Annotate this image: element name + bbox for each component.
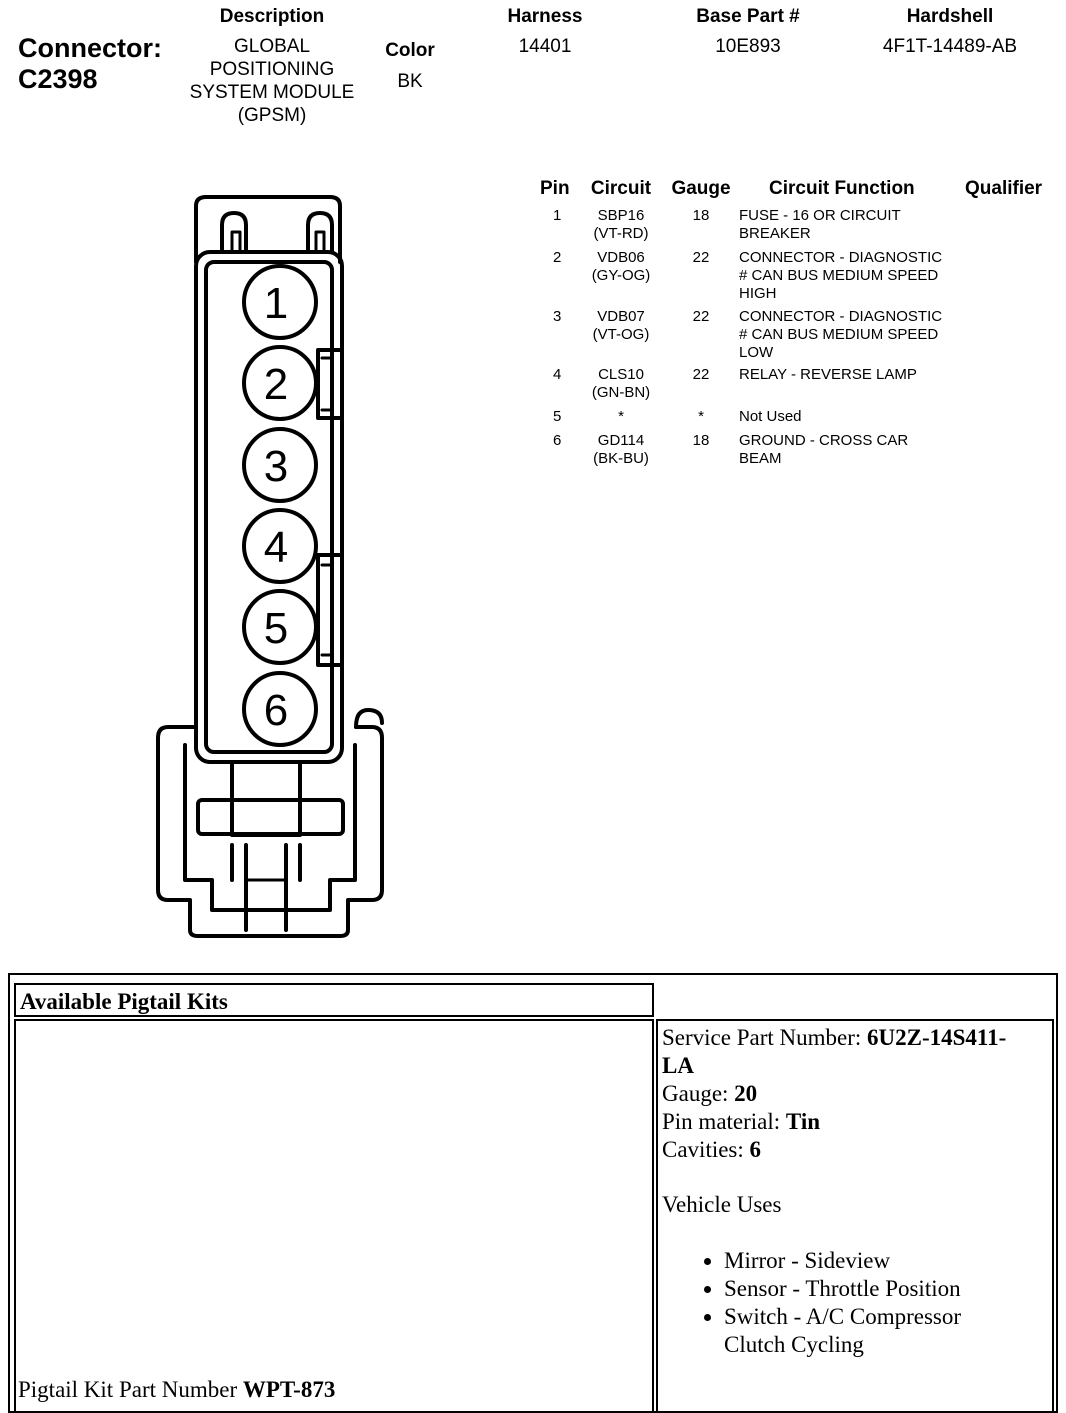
pin-number: 3 bbox=[553, 308, 562, 325]
description-header: Description bbox=[219, 6, 325, 27]
circuit-color: (VT-OG) bbox=[592, 326, 650, 343]
circuit-code: SBP16 bbox=[597, 207, 645, 224]
latch-tab bbox=[316, 232, 324, 252]
cavities-label: Cavities: bbox=[662, 1137, 750, 1162]
pigtail-kit-part-value: WPT-873 bbox=[242, 1377, 336, 1402]
service-part-value-2: LA bbox=[662, 1053, 694, 1078]
pin-label: 5 bbox=[263, 604, 289, 653]
latch-tab bbox=[232, 232, 240, 252]
base-part-header: Base Part # bbox=[696, 6, 800, 27]
lock-bar bbox=[198, 800, 343, 834]
pigtail-image-box bbox=[14, 1019, 654, 1413]
description-line: (GPSM) bbox=[237, 105, 307, 126]
function-line: BREAKER bbox=[739, 225, 811, 242]
circuit-color: (VT-RD) bbox=[593, 225, 649, 242]
circuit-code: * bbox=[618, 408, 624, 425]
cavities-line bbox=[662, 1136, 1052, 1164]
service-part-label: Service Part Number: bbox=[662, 1025, 868, 1050]
gauge-cell: * bbox=[698, 408, 704, 425]
lock-arm bbox=[356, 710, 382, 727]
description-line: GLOBAL bbox=[233, 36, 311, 57]
function-line: LOW bbox=[739, 344, 774, 361]
hardshell-header: Hardshell bbox=[906, 6, 994, 27]
service-part-line bbox=[662, 1024, 1052, 1052]
pigtail-details bbox=[658, 1021, 1052, 1359]
pin-label: 1 bbox=[263, 279, 289, 328]
vehicle-use-item: • Sensor - Throttle Position bbox=[724, 1275, 1052, 1303]
lock-stem bbox=[232, 845, 300, 880]
pin-number: 2 bbox=[553, 249, 562, 266]
function-line: GROUND - CROSS CAR bbox=[739, 432, 909, 449]
key-tab bbox=[322, 565, 332, 655]
pin-material-value: Tin bbox=[785, 1109, 821, 1134]
vehicle-use-item: • Mirror - Sideview bbox=[724, 1247, 1052, 1275]
harness-value: 14401 bbox=[518, 36, 572, 57]
function-line: # CAN BUS MEDIUM SPEED bbox=[739, 326, 939, 343]
lock-stem bbox=[246, 845, 286, 930]
pigtail-title: Available Pigtail Kits bbox=[20, 989, 228, 1014]
pin-number: 4 bbox=[553, 366, 562, 383]
circuit-color: (GN-BN) bbox=[591, 384, 651, 401]
function-line: HIGH bbox=[739, 285, 777, 302]
qualifier-col-header: Qualifier bbox=[965, 178, 1043, 199]
circuit-code: GD114 bbox=[597, 432, 645, 449]
pin-number: 5 bbox=[553, 408, 562, 425]
gauge-col-header: Gauge bbox=[671, 178, 731, 199]
function-line: BEAM bbox=[739, 450, 782, 467]
circuit-color: (GY-OG) bbox=[591, 267, 651, 284]
pin-label: 6 bbox=[263, 686, 289, 735]
lock-housing-inner bbox=[185, 745, 355, 910]
cavities-value: 6 bbox=[749, 1137, 762, 1162]
pigtail-kit-part-label: Pigtail Kit Part Number bbox=[18, 1377, 243, 1402]
pigtail-title-box bbox=[14, 983, 654, 1017]
function-line: CONNECTOR - DIAGNOSTIC bbox=[739, 249, 943, 266]
gauge-value: 20 bbox=[734, 1081, 758, 1106]
base-part-value: 10E893 bbox=[715, 36, 781, 57]
circuit-code: VDB07 bbox=[597, 308, 645, 325]
circuit-color: (BK-BU) bbox=[593, 450, 649, 467]
pin-number: 1 bbox=[553, 207, 562, 224]
circuit-code: VDB06 bbox=[597, 249, 645, 266]
gauge-cell: 22 bbox=[692, 249, 710, 266]
function-line: FUSE - 16 OR CIRCUIT bbox=[739, 207, 901, 224]
key-tab bbox=[322, 358, 332, 410]
function-col-header: Circuit Function bbox=[769, 178, 915, 199]
pin-label: 3 bbox=[263, 442, 289, 491]
harness-header: Harness bbox=[507, 6, 583, 27]
description-line: SYSTEM MODULE bbox=[189, 82, 355, 103]
function-line: Not Used bbox=[739, 408, 802, 425]
description-line: POSITIONING bbox=[209, 59, 335, 80]
pin-col-header: Pin bbox=[540, 178, 570, 199]
pin-number: 6 bbox=[553, 432, 562, 449]
gauge-cell: 22 bbox=[692, 366, 710, 383]
gauge-label: Gauge: bbox=[662, 1081, 735, 1106]
connector-id: C2398 bbox=[18, 64, 98, 94]
gauge-line bbox=[662, 1080, 1052, 1108]
lock-housing bbox=[158, 727, 382, 936]
gauge-cell: 18 bbox=[692, 432, 710, 449]
connector-label-text: Connector: bbox=[18, 33, 162, 63]
circuit-code: CLS10 bbox=[598, 366, 644, 383]
function-line: RELAY - REVERSE LAMP bbox=[739, 366, 917, 383]
function-line: CONNECTOR - DIAGNOSTIC bbox=[739, 308, 943, 325]
hardshell-value: 4F1T-14489-AB bbox=[882, 36, 1018, 57]
pin-material-line bbox=[662, 1108, 1052, 1136]
gauge-cell: 18 bbox=[692, 207, 710, 224]
gauge-cell: 22 bbox=[692, 308, 710, 325]
vehicle-uses-label: Vehicle Uses bbox=[662, 1192, 782, 1217]
pin-label: 2 bbox=[263, 360, 289, 409]
pigtail-kit-part bbox=[18, 1376, 335, 1404]
color-value: BK bbox=[397, 71, 423, 92]
vehicle-use-item: • Switch - A/C Compressor Clutch Cycling bbox=[724, 1303, 994, 1359]
vehicle-uses-list bbox=[662, 1247, 1052, 1359]
circuit-col-header: Circuit bbox=[590, 178, 652, 199]
pin-material-label: Pin material: bbox=[662, 1109, 786, 1134]
pigtail-details-box bbox=[656, 1019, 1054, 1413]
function-line: # CAN BUS MEDIUM SPEED bbox=[739, 267, 939, 284]
color-header: Color bbox=[385, 40, 435, 61]
service-part-line-2 bbox=[662, 1052, 1052, 1080]
service-part-value: 6U2Z-14S411- bbox=[867, 1025, 1007, 1050]
pin-label: 4 bbox=[263, 523, 289, 572]
